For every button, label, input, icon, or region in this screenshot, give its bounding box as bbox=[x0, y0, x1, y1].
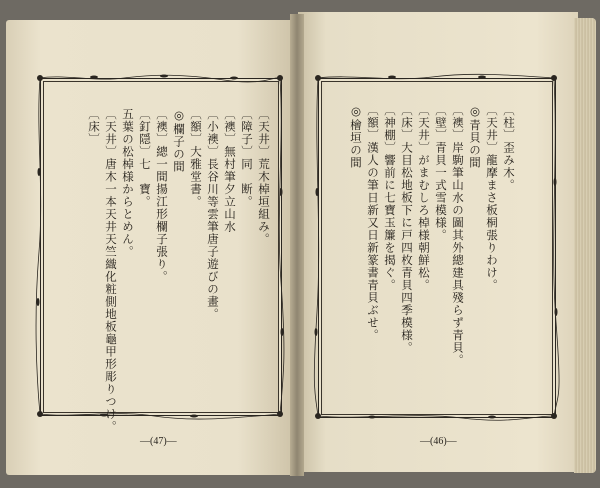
text-column: 〔神棚〕響前に七寶玉簾を揭ぐ。 bbox=[383, 104, 397, 292]
text-column: 〔障子〕同 断。 bbox=[240, 108, 254, 208]
text-column: 〔柱〕歪み木。 bbox=[502, 104, 516, 192]
text-column: 〔天井〕唐木一本天井天竺織化粧側地板龜甲形彫りつけ。 bbox=[104, 108, 118, 433]
text-column: 〔床〕 bbox=[87, 108, 101, 146]
text-column: 五葉の松棹様からとめん。 bbox=[121, 108, 135, 258]
section-heading: ◎欄子の間 bbox=[172, 108, 186, 173]
right-text-columns bbox=[348, 104, 516, 404]
text-column: 〔小襖〕長谷川等雲筆唐子遊びの畫。 bbox=[206, 108, 220, 321]
text-column: 〔天井〕荒木棹垣組み。 bbox=[257, 108, 271, 246]
left-text-columns bbox=[86, 108, 271, 433]
text-column: 〔床〕大目松地板下に戸四枚青貝四季模様。 bbox=[400, 104, 414, 354]
section-heading: ◎青貝の間 bbox=[468, 104, 482, 169]
text-column: 〔襖〕無村筆夕立山水 bbox=[223, 108, 237, 233]
text-column: 〔天井〕龍摩まさ板桐張りわけ。 bbox=[485, 104, 499, 292]
left-page-number: —(47)— bbox=[140, 436, 177, 447]
right-page-number: —(46)— bbox=[420, 436, 457, 447]
page-edges bbox=[574, 18, 596, 473]
text-column: 〔襖〕總一間揚江形欄子張り。 bbox=[155, 108, 169, 283]
text-column: 〔襖〕岸駒筆山水の圖其外總建具殘らず青貝。 bbox=[451, 104, 465, 367]
text-column: 〔額〕漢人の筆日新又日新篆書青貝ぶせ。 bbox=[366, 104, 380, 342]
text-column: 〔額〕大雅堂書。 bbox=[189, 108, 203, 208]
book-gutter bbox=[290, 14, 304, 476]
text-column: 〔釘隠〕七 寶。 bbox=[138, 108, 152, 208]
text-column: 〔壁〕青貝一式雪模様。 bbox=[434, 104, 448, 242]
text-column: 〔天井〕がまむしろ棹様朝鮮松。 bbox=[417, 104, 431, 292]
section-heading: ◎檜垣の間 bbox=[349, 104, 363, 169]
